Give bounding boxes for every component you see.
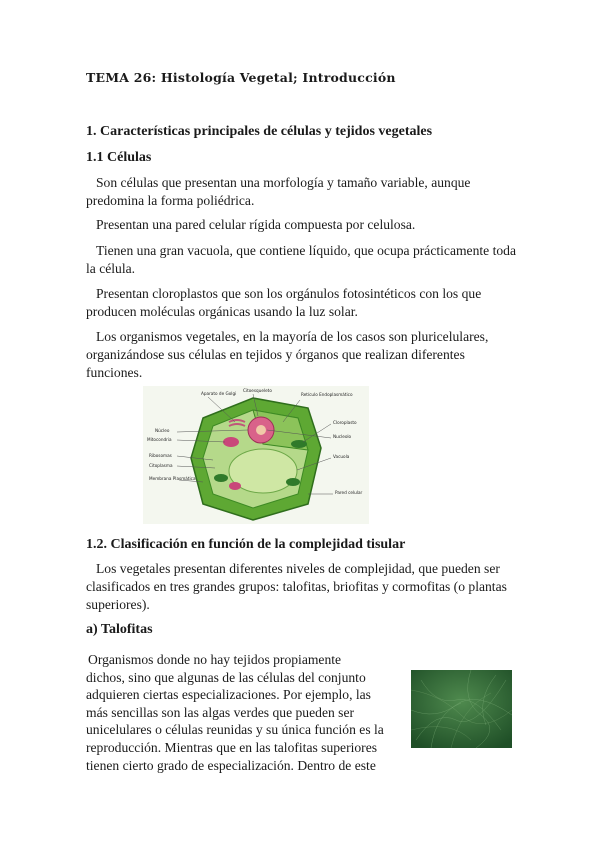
talofitas-line-6: reproducción. Mientras que en las talofitas superiores [86,739,378,755]
label-membrana: Membrana Plasmática [149,476,196,481]
paragraph-talofitas [86,651,406,774]
talofitas-line-2: dichos, sino que algunas de las células del conjunto [86,669,366,685]
algae-texture [411,670,512,748]
paragraph-vacuole: Tienen una gran vacuola, que contiene líquido, que ocupa prácticamente toda la célula. [86,243,516,276]
paragraph-cell-wall: Presentan una pared celular rígida compuesta por celulosa. [96,217,416,232]
document-title: TEMA 26: Histología Vegetal; Introducción [86,70,396,85]
talofitas-line-3: adquieren ciertas especializaciones. Por ejemplo, las [86,687,371,703]
paragraph-chloroplasts: Presentan cloroplastos que son los orgánulos fotosintéticos con los que producen moléculas orgánicas usando la luz solar. [86,286,482,319]
talofitas-line-7: tienen cierto grado de especialización. Dentro de este [86,757,376,773]
label-cloroplasto: Cloroplasto [333,420,357,425]
label-citoplasma: Citoplasma [149,463,173,468]
paragraph-classification: Los vegetales presentan diferentes niveles de complejidad, que pueden ser clasificados en tres grandes grupos: talofitas, briofitas y cormofitas (o plantas superiores). [86,561,507,612]
section-1-heading: 1. Características principales de células y tejidos vegetales [86,124,433,139]
label-mitocondria: Mitocondria [147,437,172,442]
plant-cell-diagram [143,386,369,524]
label-reticulo: Retículo Endoplasmático [301,392,353,397]
subsection-1-2-heading: 1.2. Clasificación en función de la complejidad tisular [86,537,406,552]
label-citoesqueleto: Citoesqueleto [243,388,272,393]
paragraph-multicellular: Los organismos vegetales, en la mayoría de los casos son pluricelulares, organizándose sus células en tejidos y órganos que realizan diferentes funciones. [86,329,489,380]
label-pared: Pared celular [335,490,363,495]
talofitas-line-1: Organismos donde no hay tejidos propiamente [88,652,342,667]
talofitas-line-4: más sencillas son las algas verdes que pueden ser [86,704,355,720]
plant-cell-illustration [143,386,369,524]
subsection-a-heading: a) Talofitas [86,622,153,637]
label-golgi: Aparato de Golgi [201,391,237,396]
paragraph-cell-morphology: Son células que presentan una morfología y tamaño variable, aunque predomina la forma poliédrica. [86,175,471,208]
label-nucleo: Núcleo [155,428,170,433]
label-ribosomas: Ribosomas [149,453,172,458]
subsection-1-1-heading: 1.1 Células [86,150,152,165]
label-vacuola: Vacuola [333,454,350,459]
talofitas-line-5: unicelulares o células reunidas y su única función es la [86,722,384,738]
green-algae-photo [411,670,512,748]
label-nucleolo: Nucleolo [333,434,352,439]
